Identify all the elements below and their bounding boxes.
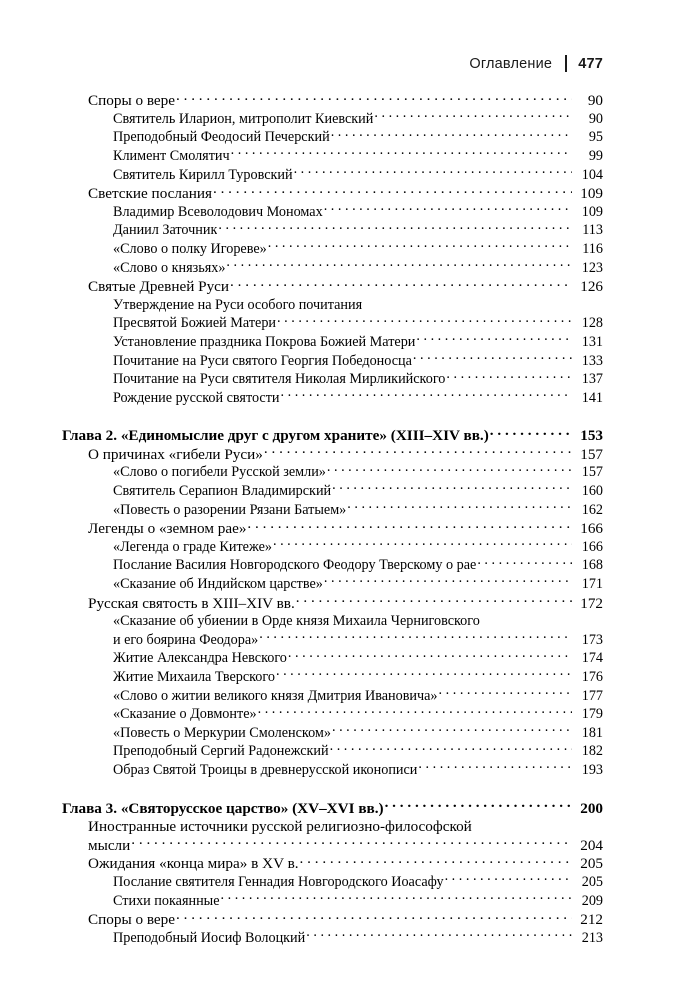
toc-entry-page-number: 116 bbox=[582, 240, 603, 257]
toc-entry-label: Иностранные источники русской религиозно-философской bbox=[88, 818, 472, 836]
toc-entry-page-number: 205 bbox=[581, 873, 603, 890]
toc-subsection-entry[interactable] bbox=[0, 928, 674, 947]
toc-entry-label: Святитель Кирилл Туровский bbox=[113, 166, 293, 183]
toc-entry-label: «Сказание об убиении в Орде князя Михаила Черниговского bbox=[113, 613, 480, 630]
toc-section-entry[interactable] bbox=[0, 276, 674, 295]
dot-leader bbox=[131, 835, 572, 850]
toc-section-entry[interactable] bbox=[0, 518, 674, 537]
dot-leader bbox=[296, 592, 572, 607]
toc-entry-page-number: 162 bbox=[581, 501, 603, 518]
toc-subsection-entry[interactable] bbox=[0, 146, 674, 165]
dot-leader bbox=[385, 797, 572, 812]
toc-chapter-entry[interactable] bbox=[0, 797, 674, 816]
toc-entry-label: Житие Александра Невского bbox=[113, 650, 287, 667]
toc-entry-label: Утверждение на Руси особого почитания bbox=[113, 296, 363, 313]
toc-entry-label: «Слово о житии великого князя Дмитрия Ивановича» bbox=[113, 687, 438, 704]
toc-entry-label: Легенды о «земном рае» bbox=[88, 520, 247, 538]
toc-entry-page-number: 153 bbox=[580, 427, 603, 445]
toc-subsection-entry[interactable] bbox=[0, 239, 674, 258]
toc-entry-label: Даниил Заточник bbox=[113, 222, 218, 239]
dot-leader bbox=[439, 685, 572, 699]
toc-entry-label: Споры о вере bbox=[88, 911, 175, 929]
dot-leader bbox=[445, 872, 572, 886]
toc-entry-page-number: 160 bbox=[581, 483, 603, 500]
dot-leader bbox=[294, 164, 572, 178]
toc-entry-page-number: 181 bbox=[581, 724, 603, 741]
toc-entry-label: Установление праздника Покрова Божией Матери bbox=[113, 333, 416, 350]
toc-entry-label: Ожидания «конца мира» в XV в. bbox=[88, 855, 299, 873]
toc-subsection-entry[interactable] bbox=[0, 890, 674, 909]
dot-leader bbox=[481, 611, 572, 625]
toc-entry-page-number: 123 bbox=[581, 259, 603, 276]
dot-leader bbox=[332, 481, 572, 495]
toc-entry-page-number: 168 bbox=[581, 557, 603, 574]
dot-leader bbox=[176, 90, 572, 105]
toc-entry-label: «Сказание об Индийском царстве» bbox=[113, 576, 323, 593]
toc-subsection-entry[interactable] bbox=[0, 630, 674, 649]
toc-entry-page-number: 90 bbox=[587, 92, 603, 110]
toc-entry-page-number: 193 bbox=[581, 761, 603, 778]
toc-subsection-entry[interactable] bbox=[0, 704, 674, 723]
toc-entry-label: Преподобный Сергий Радонежский bbox=[113, 743, 329, 760]
toc-entry-label: Святитель Серапион Владимирский bbox=[113, 483, 332, 500]
toc-entry-page-number: 99 bbox=[588, 147, 603, 164]
toc-subsection-entry[interactable] bbox=[0, 350, 674, 369]
dot-leader bbox=[226, 257, 572, 271]
toc-entry-page-number: 166 bbox=[580, 520, 603, 538]
toc-section-entry[interactable] bbox=[0, 853, 674, 872]
toc-subsection-entry[interactable] bbox=[0, 220, 674, 239]
dot-leader bbox=[473, 816, 572, 831]
dot-leader bbox=[327, 462, 572, 476]
toc-entry-label: Послание Василия Новгородского Феодору Тверскому о рае bbox=[113, 557, 477, 574]
dot-leader bbox=[176, 909, 572, 924]
toc-entry-label: «Слово о полку Игореве» bbox=[113, 240, 267, 257]
toc-entry-label: Святые Древней Руси bbox=[88, 278, 230, 296]
dot-leader bbox=[363, 295, 572, 309]
toc-entry-label: Житие Михаила Тверского bbox=[113, 669, 275, 685]
dot-leader bbox=[277, 313, 572, 327]
toc-entry-label: Владимир Всеволодович Мономах bbox=[113, 203, 323, 220]
page-number: 477 bbox=[578, 55, 603, 72]
dot-leader bbox=[413, 350, 572, 364]
toc-entry-label: Послание святителя Геннадия Новгородского Иоасафу bbox=[113, 873, 444, 890]
toc-entry-page-number: 126 bbox=[580, 278, 603, 296]
dot-leader bbox=[330, 741, 572, 755]
dot-leader bbox=[218, 220, 572, 234]
toc-section-entry[interactable] bbox=[0, 816, 674, 835]
toc-entry-page-number: 104 bbox=[581, 166, 603, 183]
toc-entry-page-number: 177 bbox=[581, 687, 603, 704]
dot-leader bbox=[300, 853, 572, 868]
toc-entry-label: «Слово о погибели Русской земли» bbox=[113, 464, 326, 481]
toc-section-entry[interactable] bbox=[0, 592, 674, 611]
toc-entry-page-number: 179 bbox=[581, 706, 603, 723]
toc-entry-page-number: 209 bbox=[581, 892, 603, 909]
toc-section-entry[interactable] bbox=[0, 909, 674, 928]
toc-entry-page-number: 166 bbox=[581, 538, 603, 555]
toc-entry-page-number: 128 bbox=[581, 315, 603, 332]
toc-entry-page-number: 157 bbox=[580, 445, 603, 463]
dot-leader bbox=[273, 537, 572, 551]
toc-subsection-entry[interactable] bbox=[0, 685, 674, 704]
dot-leader bbox=[276, 667, 572, 681]
toc-section-entry[interactable] bbox=[0, 835, 674, 854]
toc-entry-page-number: 182 bbox=[581, 743, 603, 760]
toc-entry-page-number: 113 bbox=[582, 222, 603, 239]
toc-subsection-entry[interactable] bbox=[0, 667, 674, 686]
toc-subsection-entry[interactable] bbox=[0, 313, 674, 332]
dot-leader bbox=[281, 388, 572, 402]
toc-subsection-entry[interactable] bbox=[0, 202, 674, 221]
toc-subsection-entry[interactable] bbox=[0, 257, 674, 276]
toc-entry-label: Почитание на Руси святителя Николая Мирликийского bbox=[113, 371, 446, 388]
dot-leader bbox=[324, 574, 572, 588]
toc-entry-label: Пресвятой Божией Матери bbox=[113, 315, 277, 332]
toc-entry-label: Почитание на Руси святого Георгия Победоносца bbox=[113, 352, 412, 369]
dot-leader bbox=[221, 890, 572, 904]
toc-entry-label: Образ Святой Троицы в древнерусской иконописи bbox=[113, 761, 418, 778]
toc-subsection-entry[interactable] bbox=[0, 611, 674, 630]
toc-entry-page-number: 109 bbox=[580, 185, 603, 203]
toc-subsection-entry[interactable] bbox=[0, 481, 674, 500]
dot-leader bbox=[231, 146, 572, 160]
toc-entry-label: Глава 2. «Единомыслие друг с другом храните» (XIII–XIV вв.) bbox=[62, 427, 489, 445]
toc-entry-label: Святитель Иларион, митрополит Киевский bbox=[113, 110, 374, 127]
dot-leader bbox=[347, 499, 572, 513]
toc-entry-label: Споры о вере bbox=[88, 92, 175, 110]
toc-entry-page-number: 204 bbox=[580, 836, 603, 854]
dot-leader bbox=[258, 704, 572, 718]
toc-section-entry[interactable] bbox=[0, 444, 674, 463]
toc-entry-label: и его боярина Феодора» bbox=[113, 631, 259, 648]
dot-leader bbox=[259, 630, 572, 644]
toc-entry-label: «Повесть о Меркурии Смоленском» bbox=[113, 724, 331, 741]
toc-entry-label: Русская святость в XIII–XIV вв. bbox=[88, 594, 295, 612]
running-head-title: Оглавление bbox=[469, 55, 553, 72]
toc-entry-label: Климент Смолятич bbox=[113, 147, 230, 164]
toc-subsection-entry[interactable] bbox=[0, 332, 674, 351]
toc-subsection-entry[interactable] bbox=[0, 723, 674, 742]
toc-chapter-gap bbox=[0, 406, 674, 425]
toc-entry-label: Глава 3. «Святорусское царство» (XV–XVI вв.) bbox=[62, 799, 384, 817]
toc-entry-label: «Повесть о разорении Рязани Батыем» bbox=[113, 501, 347, 518]
toc-subsection-entry[interactable] bbox=[0, 574, 674, 593]
toc-entry-page-number: 205 bbox=[580, 855, 603, 873]
toc-section-entry[interactable] bbox=[0, 183, 674, 202]
toc-subsection-entry[interactable] bbox=[0, 164, 674, 183]
toc-subsection-entry[interactable] bbox=[0, 555, 674, 574]
dot-leader bbox=[324, 202, 572, 216]
dot-leader bbox=[418, 760, 572, 774]
toc-entry-page-number: 212 bbox=[580, 911, 603, 929]
dot-leader bbox=[490, 425, 572, 440]
toc-subsection-entry[interactable] bbox=[0, 388, 674, 407]
toc-entry-page-number: 174 bbox=[581, 650, 603, 667]
table-of-contents bbox=[0, 90, 674, 946]
toc-entry-label: Рождение русской святости bbox=[113, 389, 280, 406]
dot-leader bbox=[306, 928, 572, 942]
toc-entry-label: «Легенда о граде Китеже» bbox=[113, 538, 272, 555]
toc-entry-page-number: 131 bbox=[581, 333, 603, 350]
toc-entry-page-number: 176 bbox=[581, 669, 603, 685]
toc-subsection-entry[interactable] bbox=[0, 369, 674, 388]
toc-subsection-entry[interactable] bbox=[0, 295, 674, 314]
dot-leader bbox=[264, 444, 572, 459]
toc-entry-label: Стихи покаянные bbox=[113, 892, 220, 909]
toc-section-entry[interactable] bbox=[0, 90, 674, 109]
toc-entry-label: Преподобный Феодосий Печерский bbox=[113, 129, 330, 146]
toc-entry-page-number: 173 bbox=[581, 631, 603, 648]
toc-subsection-entry[interactable] bbox=[0, 741, 674, 760]
dot-leader bbox=[332, 723, 572, 737]
toc-entry-label: «Сказание о Довмонте» bbox=[113, 706, 257, 723]
toc-subsection-entry[interactable] bbox=[0, 499, 674, 518]
toc-subsection-entry[interactable] bbox=[0, 872, 674, 891]
toc-entry-page-number: 157 bbox=[581, 464, 603, 481]
dot-leader bbox=[213, 183, 572, 198]
dot-leader bbox=[374, 109, 572, 123]
toc-subsection-entry[interactable] bbox=[0, 109, 674, 128]
toc-entry-page-number: 137 bbox=[581, 371, 603, 388]
toc-chapter-gap bbox=[0, 778, 674, 797]
toc-entry-label: О причинах «гибели Руси» bbox=[88, 445, 263, 463]
toc-chapter-entry[interactable] bbox=[0, 425, 674, 444]
toc-entry-page-number: 171 bbox=[581, 576, 603, 593]
dot-leader bbox=[247, 518, 572, 533]
running-head bbox=[469, 55, 603, 72]
dot-leader bbox=[268, 239, 572, 253]
toc-entry-label: Светские послания bbox=[88, 185, 212, 203]
toc-entry-label: «Слово о князьях» bbox=[113, 259, 226, 276]
toc-subsection-entry[interactable] bbox=[0, 462, 674, 481]
toc-subsection-entry[interactable] bbox=[0, 127, 674, 146]
dot-leader bbox=[446, 369, 572, 383]
toc-entry-page-number: 95 bbox=[588, 129, 603, 146]
dot-leader bbox=[288, 648, 572, 662]
toc-subsection-entry[interactable] bbox=[0, 648, 674, 667]
dot-leader bbox=[230, 276, 572, 291]
toc-entry-page-number: 133 bbox=[581, 352, 603, 369]
toc-entry-label: мысли bbox=[88, 836, 131, 854]
toc-entry-label: Преподобный Иосиф Волоцкий bbox=[113, 929, 306, 946]
running-head-divider bbox=[565, 55, 567, 72]
dot-leader bbox=[416, 332, 572, 346]
toc-entry-page-number: 90 bbox=[588, 110, 603, 127]
toc-subsection-entry[interactable] bbox=[0, 537, 674, 556]
toc-entry-page-number: 200 bbox=[580, 799, 603, 817]
toc-entry-page-number: 109 bbox=[581, 203, 603, 220]
dot-leader bbox=[331, 127, 572, 141]
toc-subsection-entry[interactable] bbox=[0, 760, 674, 779]
toc-entry-page-number: 213 bbox=[581, 929, 603, 946]
toc-entry-page-number: 141 bbox=[581, 389, 603, 406]
dot-leader bbox=[477, 555, 572, 569]
toc-entry-page-number: 172 bbox=[580, 594, 603, 612]
